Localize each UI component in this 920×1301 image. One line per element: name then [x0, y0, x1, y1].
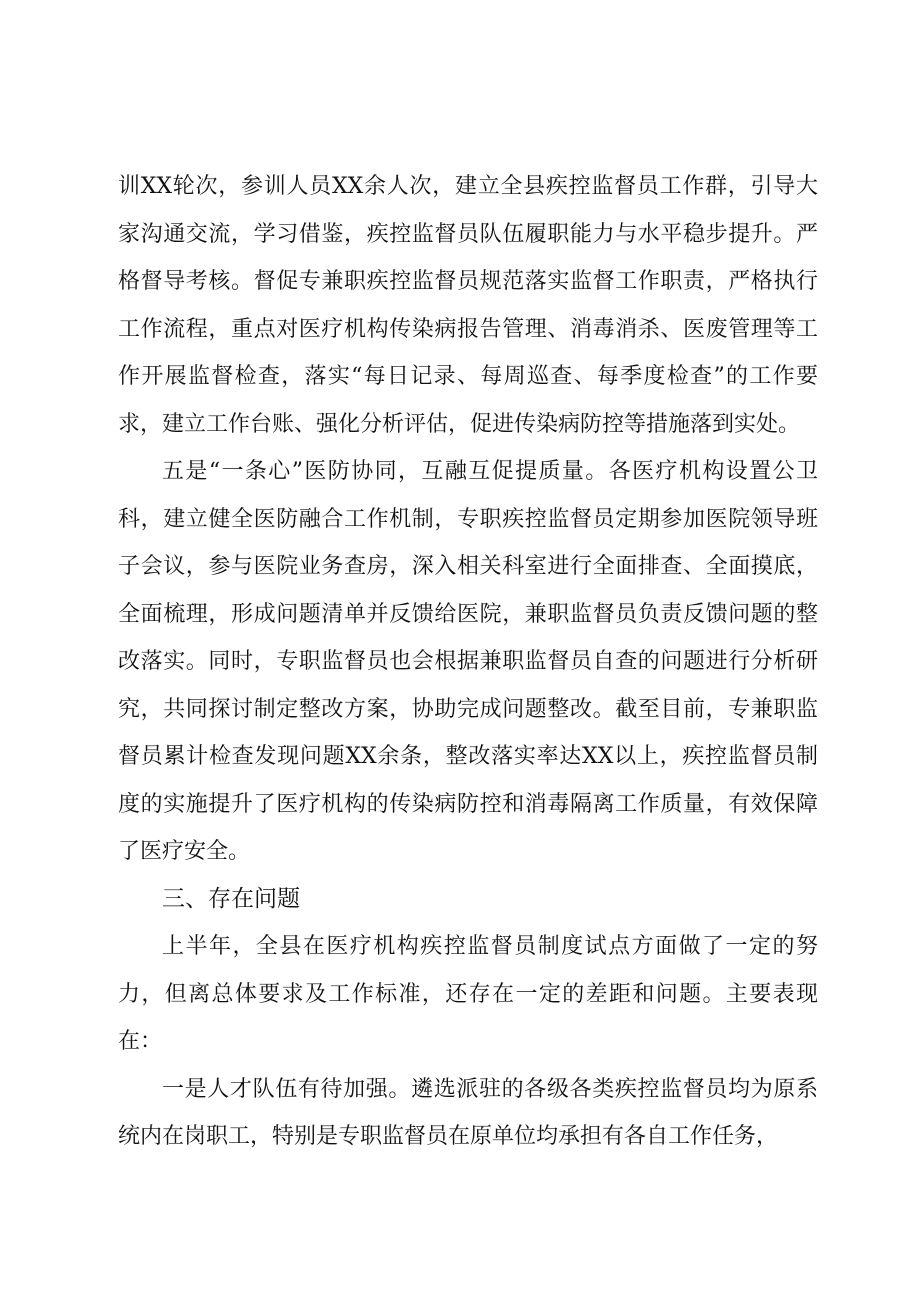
paragraph-medical-prevention-coordination: 五是“一条心”医防协同，互融互促提质量。各医疗机构设置公卫科，建立健全医防融合工作机制，专职疾控监督员定期参加医院领导班子会议，参与医院业务查房，深入相关科室进行全面排查、全面摸底，全面梳理，形成问题清单并反馈给医院，兼职监督员负责反馈问题的整改落实。同时，专职监督员也会根据兼职监督员自查的问题进行分析研究，共同探讨制定整改方案，协助完成问题整改。截至目前，专兼职监督员累计检查发现问题XX余条，整改落实率达XX以上，疾控监督员制度的实施提升了医疗机构的传染病防控和消毒隔离工作质量，有效保障了医疗安全。	[118, 459, 818, 864]
paragraph-problems-overview: 上半年，全县在医疗机构疾控监督员制度试点方面做了一定的努力，但离总体要求及工作标准，还存在一定的差距和问题。主要表现在：	[118, 934, 818, 1054]
paragraph-talent-team: 一是人才队伍有待加强。遴选派驻的各级各类疾控监督员均为原系统内在岗职工，特别是专职监督员在原单位均承担有各自工作任务，	[118, 1076, 818, 1149]
section-heading-existing-problems: 三、存在问题	[162, 885, 300, 912]
document-body	[118, 163, 818, 1161]
paragraph-training-supervision: 训XX轮次，参训人员XX余人次，建立全县疾控监督员工作群，引导大家沟通交流，学习借鉴，疾控监督员队伍履职能力与水平稳步提升。严格督导考核。督促专兼职疾控监督员规范落实监督工作职责，严格执行工作流程，重点对医疗机构传染病报告管理、消毒消杀、医废管理等工作开展监督检查，落实“每日记录、每周巡查、每季度检查”的工作要求，建立工作台账、强化分析评估，促进传染病防控等措施落到实处。	[118, 174, 818, 437]
